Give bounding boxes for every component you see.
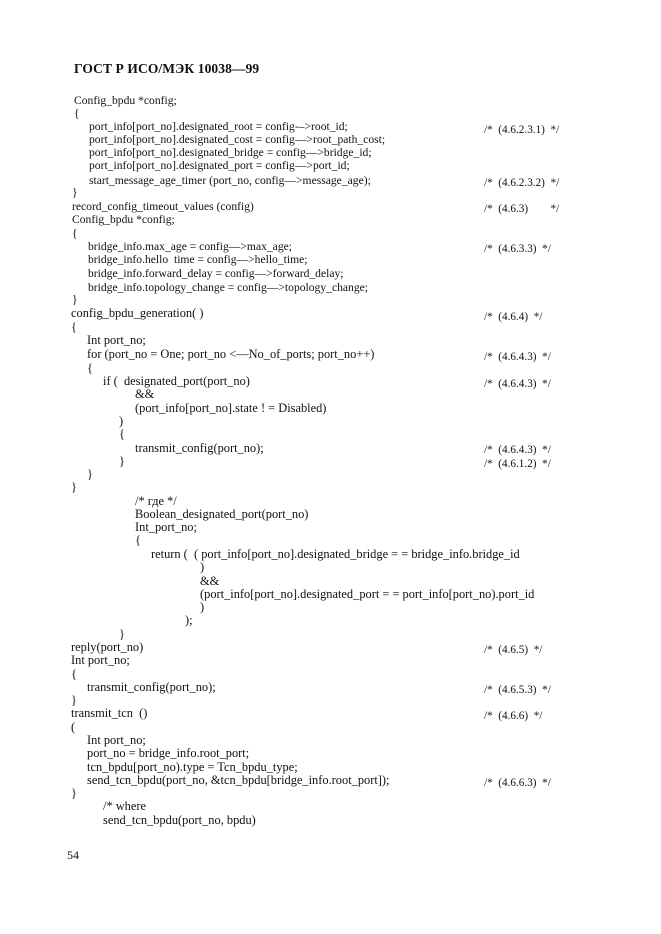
code-line: } xyxy=(72,293,78,306)
code-line: } xyxy=(87,467,93,481)
code-line: { xyxy=(72,227,78,240)
code-line: Int_port_no; xyxy=(135,520,197,534)
code-line: { xyxy=(135,533,141,547)
code-line: port_no = bridge_info.root_port; xyxy=(87,746,250,760)
section-reference-comment: /* (4.6.2.3.1) */ xyxy=(484,124,560,136)
code-line: /* где */ xyxy=(135,494,177,508)
code-line: (port_info[port_no].state ! = Disabled) xyxy=(135,401,327,415)
code-line: Config_bpdu *config; xyxy=(72,213,175,226)
document-header: ГОСТ Р ИСО/МЭК 10038—99 xyxy=(74,61,260,76)
section-reference-comment: /* (4.6.1.2) */ xyxy=(484,458,551,470)
code-line: } xyxy=(71,786,77,800)
code-line: { xyxy=(119,427,125,441)
code-line: ) xyxy=(200,600,205,614)
code-line: { xyxy=(74,107,80,120)
code-line: (port_info[port_no].designated_port = = port_info[port_no).port_id xyxy=(200,587,535,601)
code-line: } xyxy=(71,693,77,707)
code-line: ) xyxy=(200,560,205,574)
code-line: port_info[port_no].designated_cost = config—>root_path_cost; xyxy=(89,133,386,146)
section-reference-comment: /* (4.6.3.3) */ xyxy=(484,243,551,255)
code-line: bridge_info.max_age = config—>max_age; xyxy=(88,240,292,253)
code-line: port_info[port_no].designated_root = config-–>root_id; xyxy=(89,120,348,133)
code-line: Int port_no; xyxy=(87,733,146,747)
code-line: /* where xyxy=(103,799,147,813)
code-line: && xyxy=(135,387,155,401)
code-line: { xyxy=(71,667,77,681)
code-line: } xyxy=(72,186,78,199)
code-line: Config_bpdu *config; xyxy=(74,94,177,107)
code-line: send_tcn_bpdu(port_no, bpdu) xyxy=(103,813,256,827)
code-line: transmit_tcn () xyxy=(71,706,148,720)
code-line: } xyxy=(119,454,125,468)
page-number: 54 xyxy=(67,848,79,862)
code-line: bridge_info.hello time = config—>hello_time; xyxy=(88,253,308,266)
section-reference-comment: /* (4.6.5) */ xyxy=(484,644,543,656)
section-reference-comment: /* (4.6.4.3) */ xyxy=(484,444,551,456)
code-line: send_tcn_bpdu(port_no, &tcn_bpdu[bridge_info.root_port]); xyxy=(87,773,390,787)
code-line: port_info[port_no].designated_bridge = config—>bridge_id; xyxy=(89,146,372,159)
code-line: tcn_bpdu[port_no).type = Tcn_bpdu_type; xyxy=(87,760,298,774)
section-reference-comment: /* (4.6.3) */ xyxy=(484,203,560,215)
code-line: port_info[port_no].designated_port = config—>port_id; xyxy=(89,159,350,172)
code-line: if ( designated_port(port_no) xyxy=(103,374,250,388)
code-line: return ( ( port_info[port_no].designated_bridge = = bridge_info.bridge_id xyxy=(151,547,520,561)
code-line: ) xyxy=(119,414,124,428)
code-line: && xyxy=(200,574,220,588)
code-line: bridge_info.topology_change = config—>topology_change; xyxy=(88,281,368,294)
code-line: transmit_config(port_no); xyxy=(135,441,264,455)
section-reference-comment: /* (4.6.6) */ xyxy=(484,710,543,722)
code-line: transmit_config(port_no); xyxy=(87,680,216,694)
code-line: ); xyxy=(185,613,193,627)
code-line: reply(port_no) xyxy=(71,640,144,654)
code-line: record_config_timeout_values (config) xyxy=(72,200,254,213)
code-line: Int port_no; xyxy=(87,333,146,347)
code-line: bridge_info.forward_delay = config—>forward_delay; xyxy=(88,267,344,280)
section-reference-comment: /* (4.6.5.3) */ xyxy=(484,684,551,696)
code-line: config_bpdu_generation( ) xyxy=(71,306,204,320)
code-line: for (port_no = One; port_no <—No_of_ports; port_no++) xyxy=(87,347,375,361)
code-line: } xyxy=(71,480,77,494)
section-reference-comment: /* (4.6.4.3) */ xyxy=(484,351,551,363)
section-reference-comment: /* (4.6.6.3) */ xyxy=(484,777,551,789)
code-line: start_message_age_timer (port_no, config—>message_age); xyxy=(89,174,371,187)
code-line: { xyxy=(71,320,77,334)
section-reference-comment: /* (4.6.4.3) */ xyxy=(484,378,551,390)
section-reference-comment: /* (4.6.2.3.2) */ xyxy=(484,177,560,189)
code-line: } xyxy=(119,627,125,641)
code-line: { xyxy=(87,361,93,375)
code-line: Boolean_designated_port(port_no) xyxy=(135,507,309,521)
section-reference-comment: /* (4.6.4) */ xyxy=(484,311,543,323)
code-line: Int port_no; xyxy=(71,653,130,667)
code-line: ( xyxy=(71,720,76,734)
